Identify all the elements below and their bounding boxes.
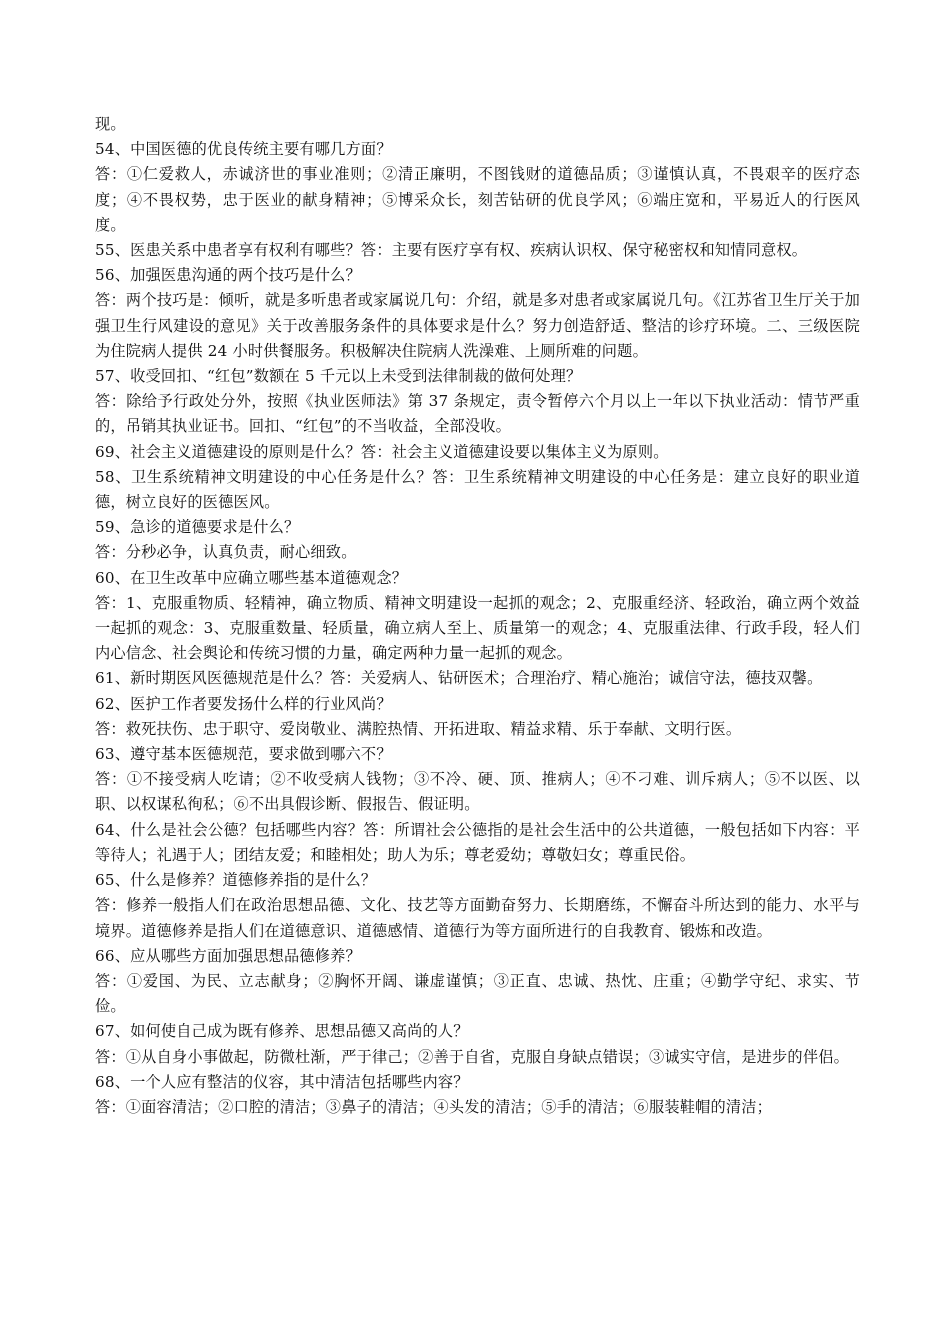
- question-line: 65、什么是修养？道德修养指的是什么？: [95, 871, 377, 890]
- answer-paragraph: 答：①爱国、为民、立志献身；②胸怀开阔、谦虚谨慎；③正直、忠诚、热忱、庄重；④勤学守纪、求实、节俭。: [95, 971, 860, 1016]
- question-line: 67、如何使自己成为既有修养、思想品德又高尚的人？: [95, 1022, 469, 1041]
- question-line: 63、遵守基本医德规范，要求做到哪六不？: [95, 745, 392, 764]
- question-line: 66、应从哪些方面加强思想品德修养？: [95, 946, 361, 965]
- question-line: 68、一个人应有整洁的仪容，其中清洁包括哪些内容？: [95, 1072, 469, 1091]
- question-answer-paragraph: 58、卫生系统精神文明建设的中心任务是什么？答：卫生系统精神文明建设的中心任务是：建立良好的职业道德，树立良好的医德医风。: [95, 467, 860, 512]
- answer-paragraph: 答：①面容清洁；②口腔的清洁；③鼻子的清洁；④头发的清洁；⑤手的清洁；⑥服装鞋帽的清洁；: [95, 1097, 773, 1116]
- question-answer-paragraph: 61、新时期医风医德规范是什么？答：关爱病人、钻研医术；合理治疗、精心施治；诚信守法，德技双馨。: [95, 669, 823, 688]
- answer-paragraph: 答：救死扶伤、忠于职守、爱岗敬业、满腔热情、开拓进取、精益求精、乐于奉献、文明行医。: [95, 719, 742, 738]
- answer-paragraph: 答：①仁爱救人，赤诚济世的事业准则；②清正廉明，不图钱财的道德品质；③谨慎认真，不畏艰辛的医疗态度；④不畏权势，忠于医业的献身精神；⑤博采众长，刻苦钻研的优良学风；⑥端庄宽和，平易近人的行医风度。: [95, 165, 860, 234]
- document-page: [95, 112, 860, 1120]
- question-line: 60、在卫生改革中应确立哪些基本道德观念？: [95, 568, 408, 587]
- question-answer-paragraph: 69、社会主义道德建设的原则是什么？答：社会主义道德建设要以集体主义为原则。: [95, 442, 669, 461]
- answer-paragraph: 答：1、克服重物质、轻精神，确立物质、精神文明建设一起抓的观念；2、克服重经济、轻政治，确立两个效益一起抓的观念：3、克服重数量、轻质量，确立病人至上、质量第一的观念；4、克服重法律、行政手段，轻人们内心信念、社会舆论和传统习惯的力量，确定两种力量一起抓的观念。: [95, 593, 860, 663]
- answer-paragraph: 答：除给予行政处分外，按照《执业医师法》第 37 条规定，责令暂停六个月以上一年以下执业活动：情节严重的，吊销其执业证书。回扣、“红包”的不当收益，全部没收。: [95, 392, 860, 436]
- question-line: 54、中国医德的优良传统主要有哪几方面？: [95, 140, 392, 159]
- question-line: 59、急诊的道德要求是什么？: [95, 518, 300, 537]
- text-paragraph: 现。: [95, 115, 126, 133]
- answer-paragraph: 答：①不接受病人吃请；②不收受病人钱物；③不冷、硬、顶、推病人；④不刁难、训斥病人；⑤不以医、以职、以权谋私徇私；⑥不出具假诊断、假报告、假证明。: [95, 770, 860, 814]
- question-answer-paragraph: 64、什么是社会公德？包括哪些内容？答：所谓社会公德指的是社会生活中的公共道德，一般包括如下内容：平等待人；礼遇于人；团结友爱；和睦相处；助人为乐；尊老爱幼；尊敬妇女；尊重民俗。: [95, 820, 860, 864]
- question-line: 62、医护工作者要发扬什么样的行业风尚？: [95, 694, 392, 713]
- answer-paragraph: 答：两个技巧是：倾听，就是多听患者或家属说几句：介绍，就是多对患者或家属说几句。《江苏省卫生厅关于加强卫生行风建设的意见》关于改善服务条件的具体要求是什么？努力创造舒适、整洁的诊疗环境。二、三级医院为住院病人提供 24 小时供餐服务。积极解决住院病人洗澡难、上厕所难的问题。: [95, 291, 860, 360]
- answer-paragraph: 答：分秒必争，认真负责，耐心细致。: [95, 543, 357, 562]
- answer-paragraph: 答：①从自身小事做起，防微杜渐，严于律己；②善于自省，克服自身缺点错误；③诚实守信，是进步的伴侣。: [95, 1047, 849, 1066]
- answer-paragraph: 答：修养一般指人们在政治思想品德、文化、技艺等方面勤奋努力、长期磨练，不懈奋斗所达到的能力、水平与境界。道德修养是指人们在道德意识、道德感情、道德行为等方面所进行的自我教育、锻炼和改造。: [95, 896, 860, 940]
- question-line: 56、加强医患沟通的两个技巧是什么？: [95, 266, 361, 285]
- question-answer-paragraph: 55、医患关系中患者享有权利有哪些？答：主要有医疗享有权、疾病认识权、保守秘密权和知情同意权。: [95, 241, 808, 260]
- question-line: 57、收受回扣、“红包”数额在 5 千元以上未受到法律制裁的做何处理？: [95, 367, 582, 386]
